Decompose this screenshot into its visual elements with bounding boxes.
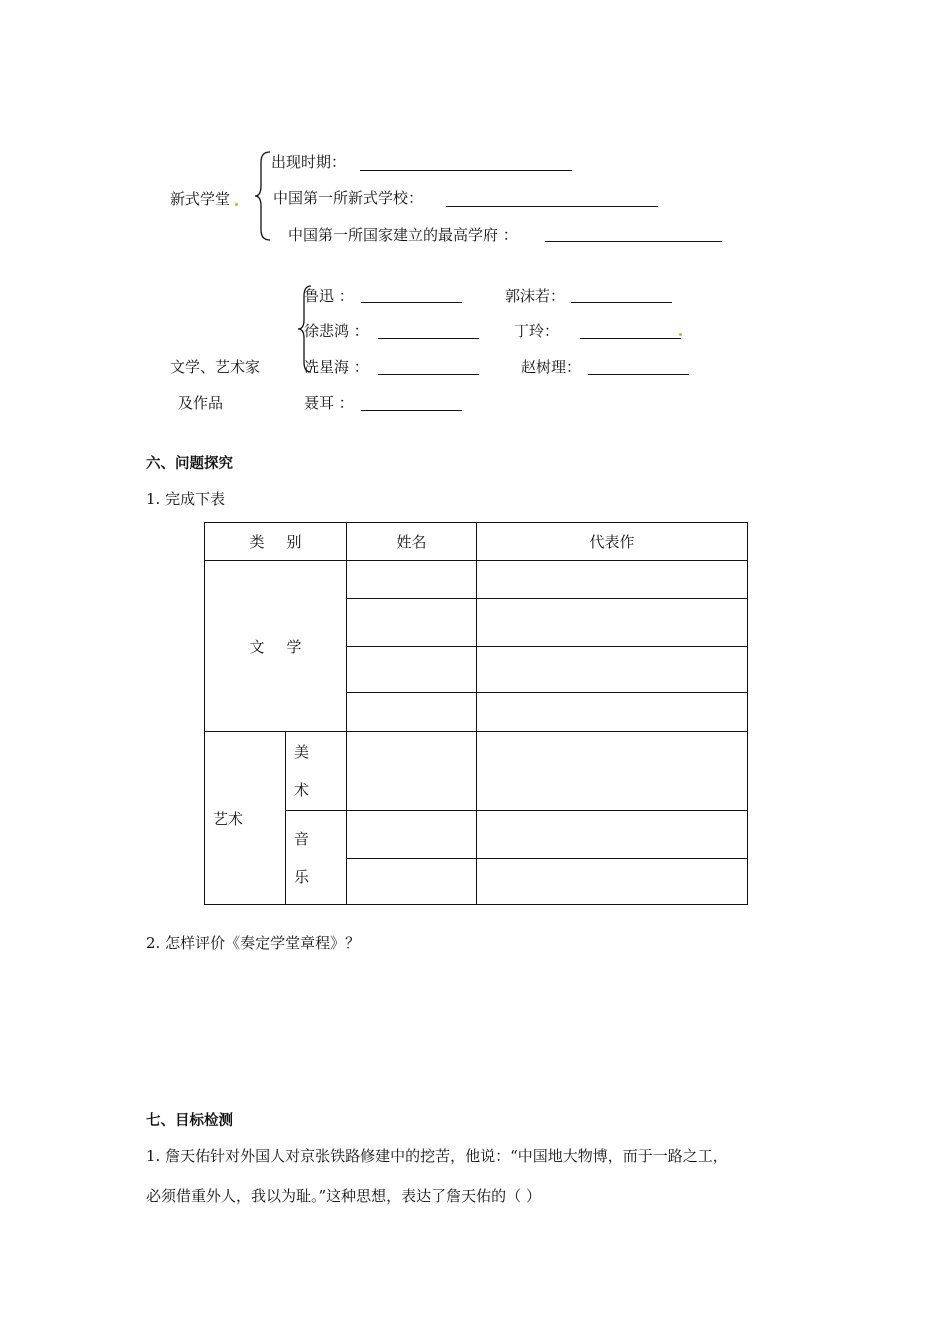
- section7-q1-line1: 1. 詹天佑针对外国人对京张铁路修建中的挖苦，他说：“中国地大物博，而于一路之工，: [146, 1147, 728, 1165]
- section6-q1: 1. 完成下表: [146, 490, 226, 508]
- header-work: 代表作: [477, 523, 748, 561]
- artist-xubeihong: 徐悲鸿 ：: [304, 322, 369, 340]
- artists-label-line1: 文学、艺术家: [170, 358, 261, 376]
- work-cell[interactable]: [477, 693, 748, 732]
- section7-q1-line2: 必须借重外人，我以为耻。”这种思想，表达了詹天佑的（ ）: [146, 1187, 541, 1205]
- header-category: 类别: [205, 523, 347, 561]
- artist-luxun: 鲁迅 ：: [304, 287, 354, 305]
- category-art: 艺术: [205, 732, 286, 905]
- subcategory-fine-art: [286, 732, 347, 811]
- name-cell[interactable]: [347, 599, 477, 647]
- fine-art-char-2: 术: [294, 781, 310, 799]
- name-cell[interactable]: [347, 859, 477, 905]
- category-literature: 文学: [205, 561, 347, 732]
- name-cell[interactable]: [347, 647, 477, 693]
- blank-first-school[interactable]: [446, 206, 658, 207]
- school-item-period: 出现时期：: [271, 153, 347, 171]
- music-char-1: 音: [294, 829, 310, 848]
- table-row: [205, 732, 748, 811]
- work-cell[interactable]: [477, 811, 748, 859]
- artist-guomoruo: 郭沫若：: [505, 287, 566, 305]
- table-row: [205, 561, 748, 599]
- section6-q2: 2. 怎样评价《奏定学堂章程》？: [146, 934, 361, 952]
- works-table: [204, 522, 748, 905]
- school-label: 新式学堂: [170, 190, 231, 208]
- school-item-first-school: 中国第一所新式学校：: [273, 189, 424, 207]
- artist-zhaoshuli: 赵树理：: [521, 358, 582, 376]
- blank-period[interactable]: [360, 170, 572, 171]
- blank-nieer[interactable]: [361, 410, 462, 411]
- name-cell[interactable]: [347, 693, 477, 732]
- blank-luxun[interactable]: [361, 302, 462, 303]
- blank-guomoruo[interactable]: [571, 302, 672, 303]
- blank-highest-school[interactable]: [545, 241, 722, 242]
- section6-heading: 六、问题探究: [146, 456, 233, 472]
- blank-dingling[interactable]: [580, 338, 681, 339]
- work-cell[interactable]: [477, 561, 748, 599]
- section7-heading: 七、目标检测: [146, 1113, 233, 1129]
- table-row: [205, 811, 748, 859]
- work-cell[interactable]: [477, 647, 748, 693]
- brace-icon: [253, 150, 273, 242]
- blank-xubeihong[interactable]: [378, 338, 479, 339]
- marker-dot: [235, 203, 238, 206]
- work-cell[interactable]: [477, 599, 748, 647]
- name-cell[interactable]: [347, 732, 477, 811]
- artist-dingling: 丁玲：: [514, 322, 560, 340]
- artist-xianxinghai: 冼星海 ：: [304, 358, 369, 376]
- work-cell[interactable]: [477, 859, 748, 905]
- music-char-2: 乐: [294, 867, 310, 886]
- work-cell[interactable]: [477, 732, 748, 811]
- name-cell[interactable]: [347, 811, 477, 859]
- artist-nieer: 聂耳 ：: [304, 394, 354, 412]
- blank-xianxinghai[interactable]: [378, 374, 479, 375]
- name-cell[interactable]: [347, 561, 477, 599]
- marker-dot: [679, 333, 682, 336]
- blank-zhaoshuli[interactable]: [588, 374, 689, 375]
- fine-art-char-1: 美: [294, 743, 310, 761]
- table-header-row: [205, 523, 748, 561]
- artists-label-line2: 及作品: [178, 394, 224, 412]
- subcategory-music: [286, 811, 347, 905]
- header-name: 姓名: [347, 523, 477, 561]
- school-item-highest-school: 中国第一所国家建立的最高学府 ：: [288, 226, 518, 244]
